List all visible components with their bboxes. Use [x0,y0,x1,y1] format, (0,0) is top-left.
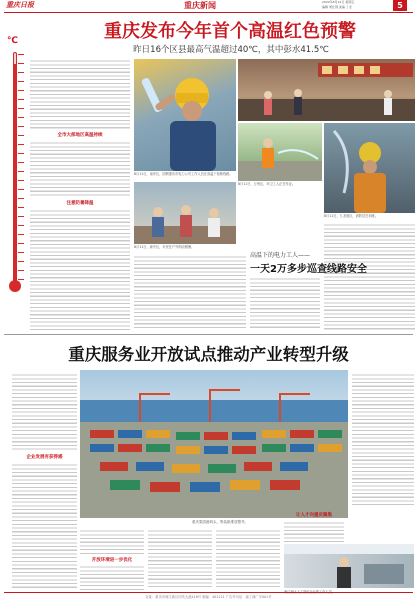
photo-caption: 8月11日，南岸区，国网重庆市电力公司工作人员在高温下检修线路。 [134,172,233,176]
photo-caption: 重庆果园港码头，集装箱堆放整齐。 [192,520,248,524]
story2-headline: 一天2万多步巡查线路安全 [250,264,367,275]
story3-headline: 重庆服务业开放试点推动产业转型升级 [68,345,349,364]
section-divider [4,334,413,335]
masthead-date: 2022年8月12日 星期五 [322,0,355,4]
harbor-scene [80,370,348,518]
masthead-editor: 编辑 周仕钢 美编 丁龙 [322,5,352,9]
story3-subhead-1: 企业发展有获得感 [26,455,63,460]
street-scene [238,59,415,121]
story1-subhead-2: 注意防暑降温 [66,201,94,206]
temperature-unit: ℃ [7,36,18,46]
sanitation-scene [238,123,322,181]
story1-body-col [324,222,415,330]
firefighter-scene [324,123,415,213]
story3-body-col [352,372,414,508]
story1-body-col [30,140,130,198]
story3-body-col [148,528,212,590]
photo-worker-indoor [284,544,414,588]
photo-caption: 8月11日，万州区，环卫工人正在作业。 [238,182,296,186]
photo-electric-worker [134,59,236,171]
photo-firefighter [324,123,415,213]
story1-subhead-1: 全市大部地区高温持续 [57,133,103,138]
story3-body-col [12,372,77,452]
story1-subhead: 昨日16个区县最高气温超过40℃，其中彭水41.5℃ [133,45,329,55]
thermometer-bulb [9,280,21,292]
story1-body-col [30,208,130,330]
masthead-rule [4,12,413,13]
story1-body-col [30,58,130,130]
story3-body-col [80,564,144,590]
photo-shopping-street [238,59,415,121]
thermometer-graphic [5,24,27,314]
worker-figure [134,59,236,171]
story3-body-col [216,528,280,590]
thermometer-scale [18,54,24,280]
story2-kicker: 高温下的电力工人—— [250,252,311,259]
story2-body-col [250,276,320,330]
indoor-scene [284,544,414,588]
newspaper-logo: 重庆日报 [6,0,34,9]
footer-rule [4,592,413,593]
story2-body-col [134,254,246,330]
photo-caption: 8月11日，九龙坡区，消防员在训练。 [324,214,378,218]
section-name: 重庆新闻 [184,1,216,10]
page-number: 5 [393,0,407,11]
story1-headline: 重庆发布今年首个高温红色预警 [104,21,356,42]
thermometer-mercury [14,64,16,282]
story3-body-col [80,528,144,556]
photo-residents [134,182,236,244]
story3-body-col [284,520,344,542]
masthead [0,0,417,11]
story3-body-col [12,462,77,588]
residents-scene [134,182,236,244]
story3-subhead-2: 开放环境进一步优化 [91,558,133,563]
footer-text: 社址：重庆市两江新区同茂大道416号 邮编：401121 广告许可证：渝工商广字001号 [145,595,272,599]
photo-harbor [80,370,348,518]
photo-sanitation [238,123,322,181]
story3-subhead-3: 让人才向重庆聚集 [296,513,332,518]
photo-caption: 8月11日，渝中区，市民在户外纳凉避暑。 [134,245,195,249]
